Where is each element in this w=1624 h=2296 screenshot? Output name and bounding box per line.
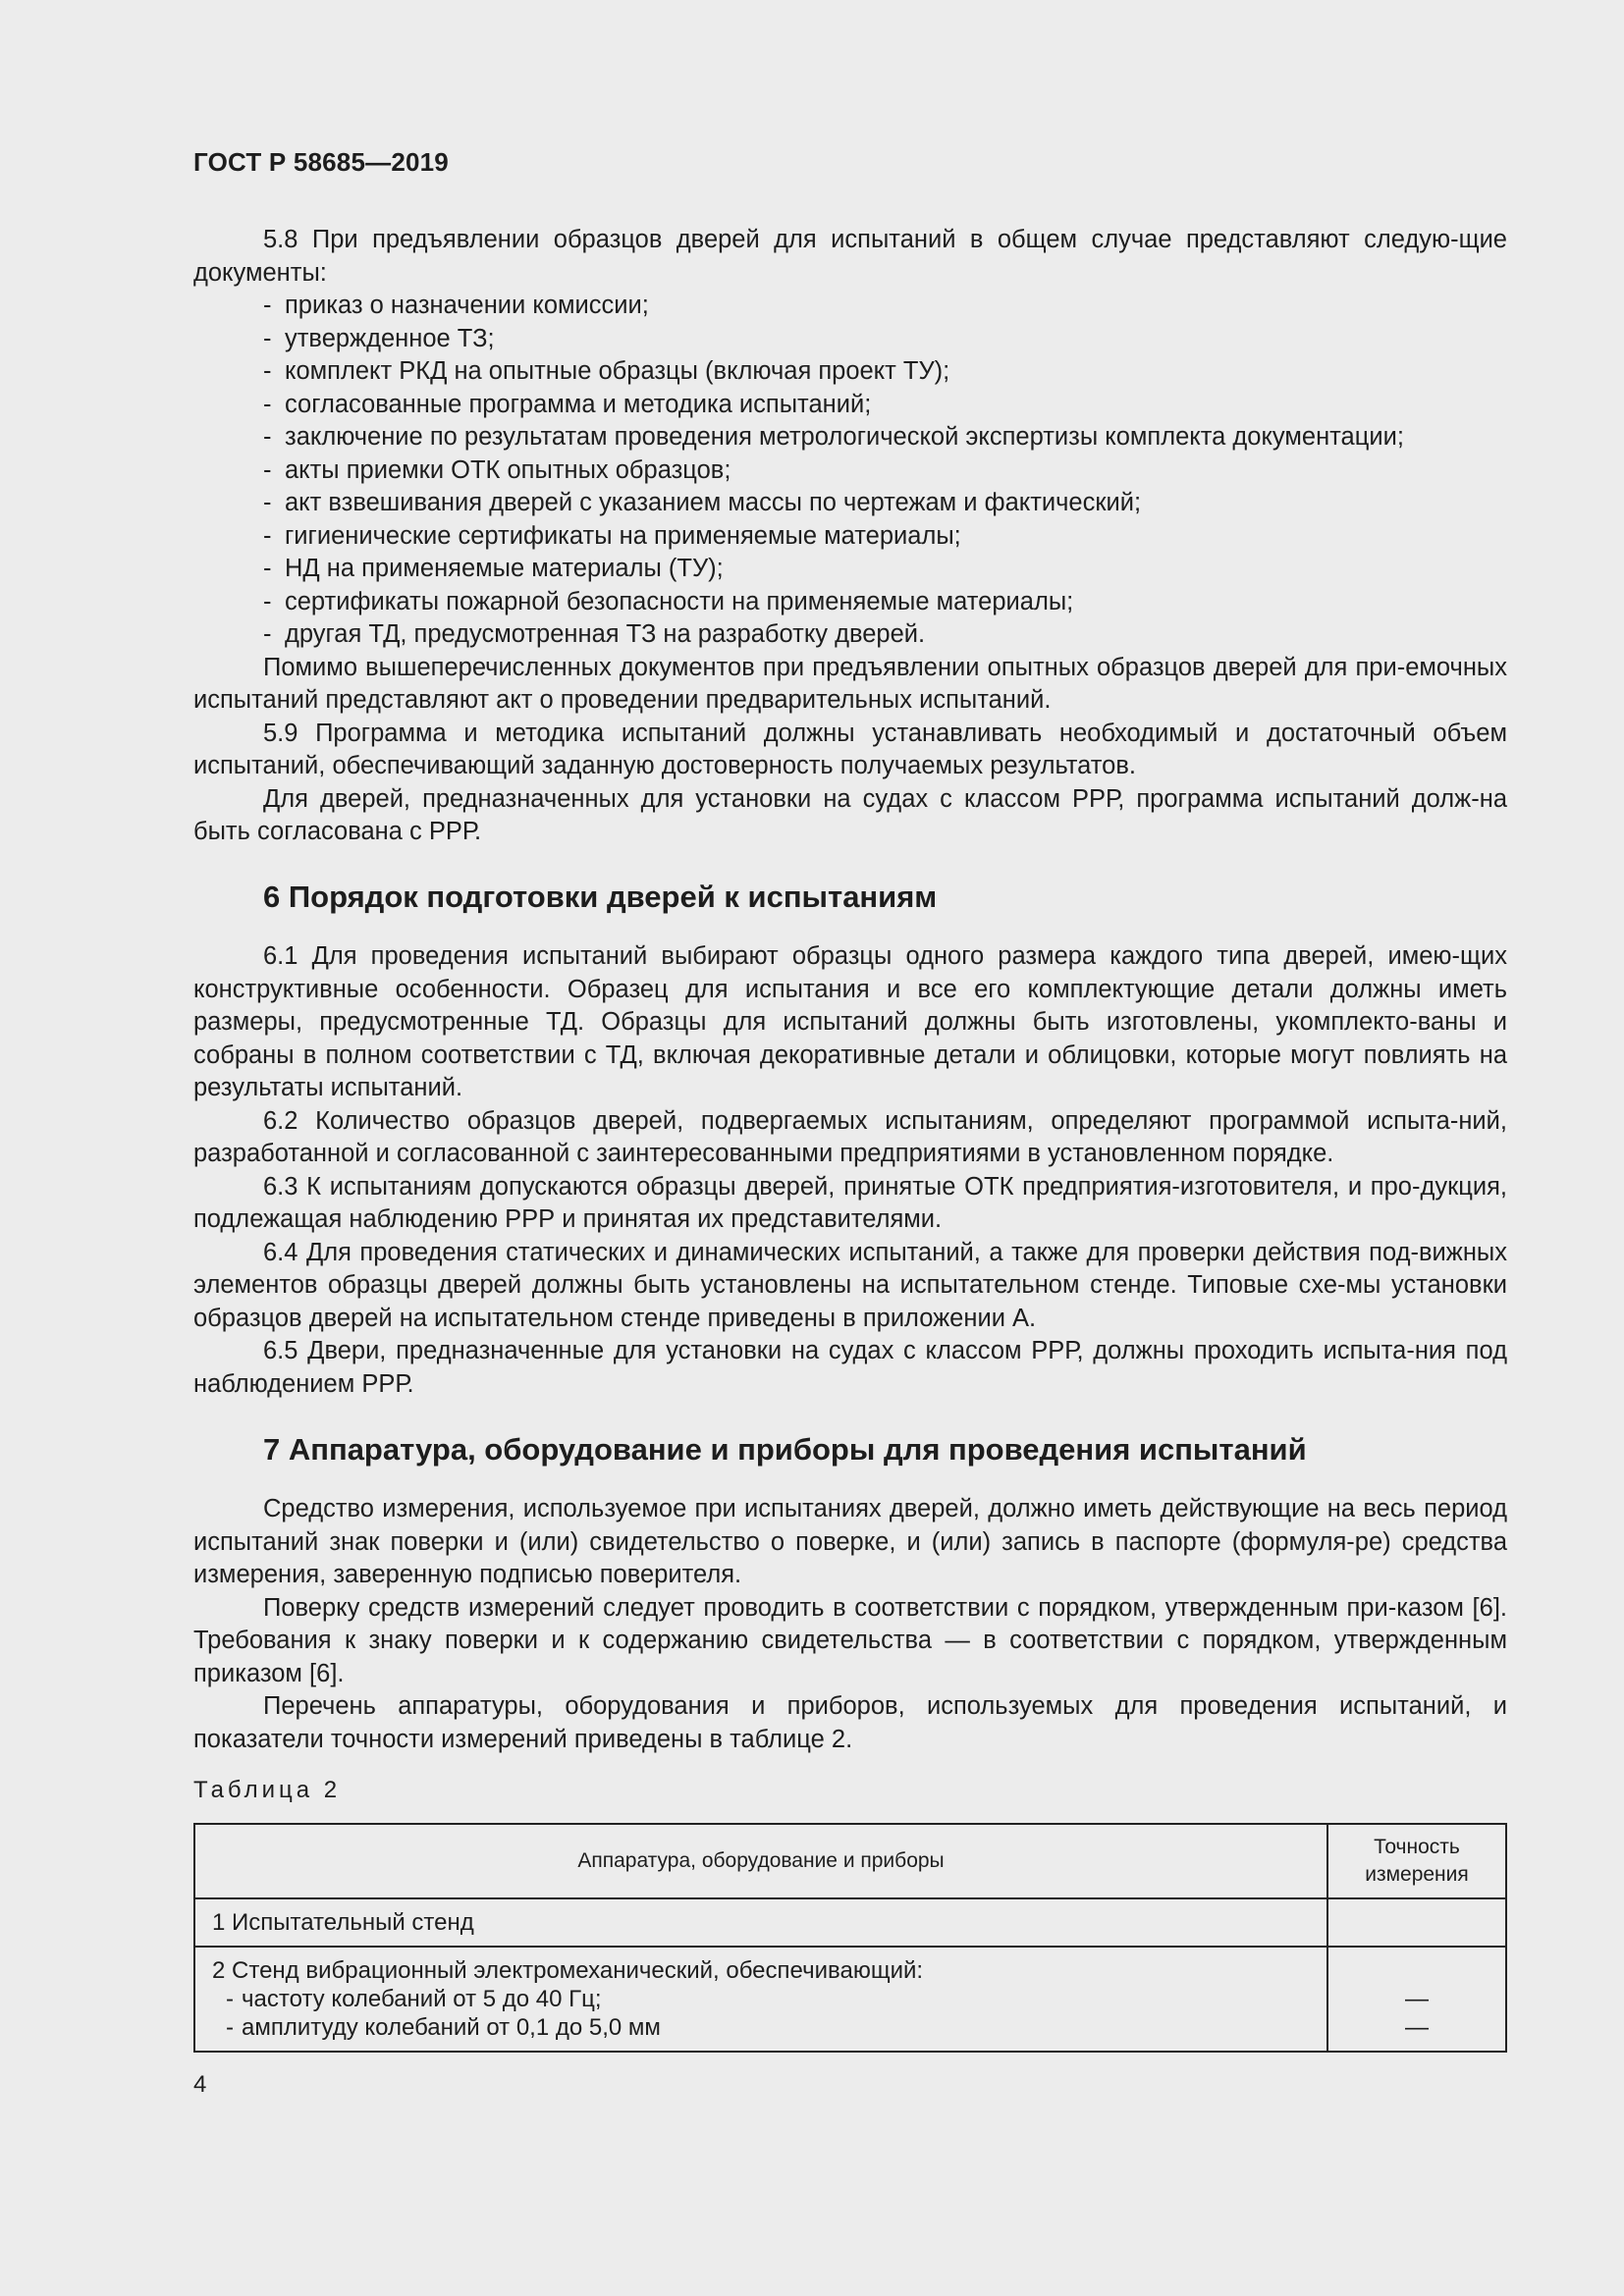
row1-equipment: 1 Испытательный стенд bbox=[212, 1909, 474, 1936]
row2-sub-item: - частоту колебаний от 5 до 40 Гц; bbox=[212, 1985, 1310, 2013]
paragraph-6-1: 6.1 Для проведения испытаний выбирают образцы одного размера каждого типа дверей, имею-щих конструктивные особенности. Образец для испытания и все его комплектующие детали должны иметь размеры, предусмотренные ТД. Образцы для испытаний должны быть изготовлены, укомплекто-ваны и собраны в полном соответствии с ТД, включая декоративные детали и облицовки, которые могут повлиять на результаты испытаний. bbox=[193, 942, 1507, 1101]
section-7-body bbox=[193, 1493, 1507, 1756]
row2-accuracy-2: — bbox=[1405, 2014, 1429, 2041]
list-item: - гигиенические сертификаты на применяемые материалы; bbox=[263, 520, 1507, 554]
paragraph-6-5: 6.5 Двери, предназначенные для установки на судах с классом РРР, должны проходить испыта-ния под наблюдением РРР. bbox=[193, 1337, 1507, 1398]
paragraph-5-8-after: Помимо вышеперечисленных документов при предъявлении опытных образцов дверей для при-емочных испытаний представляют акт о проведении предварительных испытаний. bbox=[193, 653, 1507, 714]
paragraph-7-verification: Поверку средств измерений следует проводить в соответствии с порядком, утвержденным при-казом [6]. Требования к знаку поверки и к содержанию свидетельства — в соответствии с порядком, утвержденным приказом [6]. bbox=[193, 1593, 1507, 1687]
list-item: - акт взвешивания дверей с указанием массы по чертежам и фактический; bbox=[263, 487, 1507, 520]
table-caption: Таблица 2 bbox=[193, 1777, 342, 1803]
row2-sub-item: - амплитуду колебаний от 0,1 до 5,0 мм bbox=[212, 2013, 1310, 2042]
document-id-header: ГОСТ Р 58685—2019 bbox=[193, 147, 449, 177]
list-item: - приказ о назначении комиссии; bbox=[263, 290, 1507, 323]
paragraph-6-3: 6.3 К испытаниям допускаются образцы дверей, принятые ОТК предприятия-изготовителя, и про-дукция, подлежащая наблюдению РРР и принятая их представителями. bbox=[193, 1172, 1507, 1233]
equipment-table bbox=[193, 1823, 1507, 2053]
table-cell bbox=[194, 1947, 1327, 2052]
table-header-row bbox=[194, 1824, 1506, 1898]
table-cell bbox=[1327, 1947, 1506, 2052]
paragraph-6-2: 6.2 Количество образцов дверей, подвергаемых испытаниям, определяют программой испыта-ний, разработанной и согласованной с заинтересованными предприятиями в установленном порядке. bbox=[193, 1106, 1507, 1167]
list-item: - комплект РКД на опытные образцы (включая проект ТУ); bbox=[263, 355, 1507, 389]
section-5-8 bbox=[193, 224, 1507, 849]
column-header-accuracy-line1: Точность bbox=[1374, 1836, 1460, 1858]
table-cell bbox=[194, 1898, 1327, 1947]
list-item: - сертификаты пожарной безопасности на применяемые материалы; bbox=[263, 586, 1507, 619]
section-6-body bbox=[193, 940, 1507, 1401]
row2-equipment bbox=[196, 1949, 1326, 2050]
list-item: - акты приемки ОТК опытных образцов; bbox=[263, 454, 1507, 488]
paragraph-5-9-rrr: Для дверей, предназначенных для установки на судах с классом РРР, программа испытаний долж-на быть согласована с РРР. bbox=[193, 784, 1507, 845]
table-cell bbox=[1327, 1898, 1506, 1947]
list-item: - заключение по результатам проведения метрологической экспертизы комплекта документации; bbox=[263, 421, 1507, 454]
paragraph-6-4: 6.4 Для проведения статических и динамических испытаний, а также для проверки действия под-вижных элементов образцы дверей должны быть установлены на испытательном стенде. Типовые схе-мы установки образцов дверей на испытательном стенде приведены в приложении А. bbox=[193, 1238, 1507, 1332]
page-number: 4 bbox=[193, 2071, 207, 2098]
paragraph-7-list-ref: Перечень аппаратуры, оборудования и приборов, используемых для проведения испытаний, и показатели точности измерений приведены в таблице 2. bbox=[193, 1692, 1507, 1753]
paragraph-5-9: 5.9 Программа и методика испытаний должны устанавливать необходимый и достаточный объем испытаний, обеспечивающий заданную достоверность получаемых результатов. bbox=[193, 719, 1507, 779]
list-item: - другая ТД, предусмотренная ТЗ на разработку дверей. bbox=[263, 618, 1507, 652]
column-header-accuracy bbox=[1327, 1824, 1506, 1898]
column-header-equipment: Аппаратура, оборудование и приборы bbox=[194, 1824, 1327, 1898]
row2-main-text: 2 Стенд вибрационный электромеханический, обеспечивающий: bbox=[212, 1957, 924, 1984]
row2-accuracy bbox=[1329, 1949, 1504, 2050]
table-row bbox=[194, 1947, 1506, 2052]
section-7-heading: 7 Аппаратура, оборудование и приборы для проведения испытаний bbox=[263, 1432, 1307, 1467]
table-row bbox=[194, 1898, 1506, 1947]
list-item: - утвержденное ТЗ; bbox=[263, 323, 1507, 356]
column-header-accuracy-line2: измерения bbox=[1365, 1863, 1469, 1886]
row2-accuracy-1: — bbox=[1405, 1986, 1429, 2012]
section-6-heading: 6 Порядок подготовки дверей к испытаниям bbox=[263, 880, 938, 914]
list-item: - согласованные программа и методика испытаний; bbox=[263, 389, 1507, 422]
paragraph-5-8-intro: 5.8 При предъявлении образцов дверей для испытаний в общем случае представляют следую-щие документы: bbox=[193, 226, 1507, 287]
list-item: - НД на применяемые материалы (ТУ); bbox=[263, 553, 1507, 586]
paragraph-7-measurement: Средство измерения, используемое при испытаниях дверей, должно иметь действующие на весь период испытаний знак поверки и (или) свидетельство о поверке, и (или) запись в паспорте (формуля-ре) средства измерения, заверенную подписью поверителя. bbox=[193, 1495, 1507, 1588]
document-page bbox=[193, 0, 1507, 2296]
